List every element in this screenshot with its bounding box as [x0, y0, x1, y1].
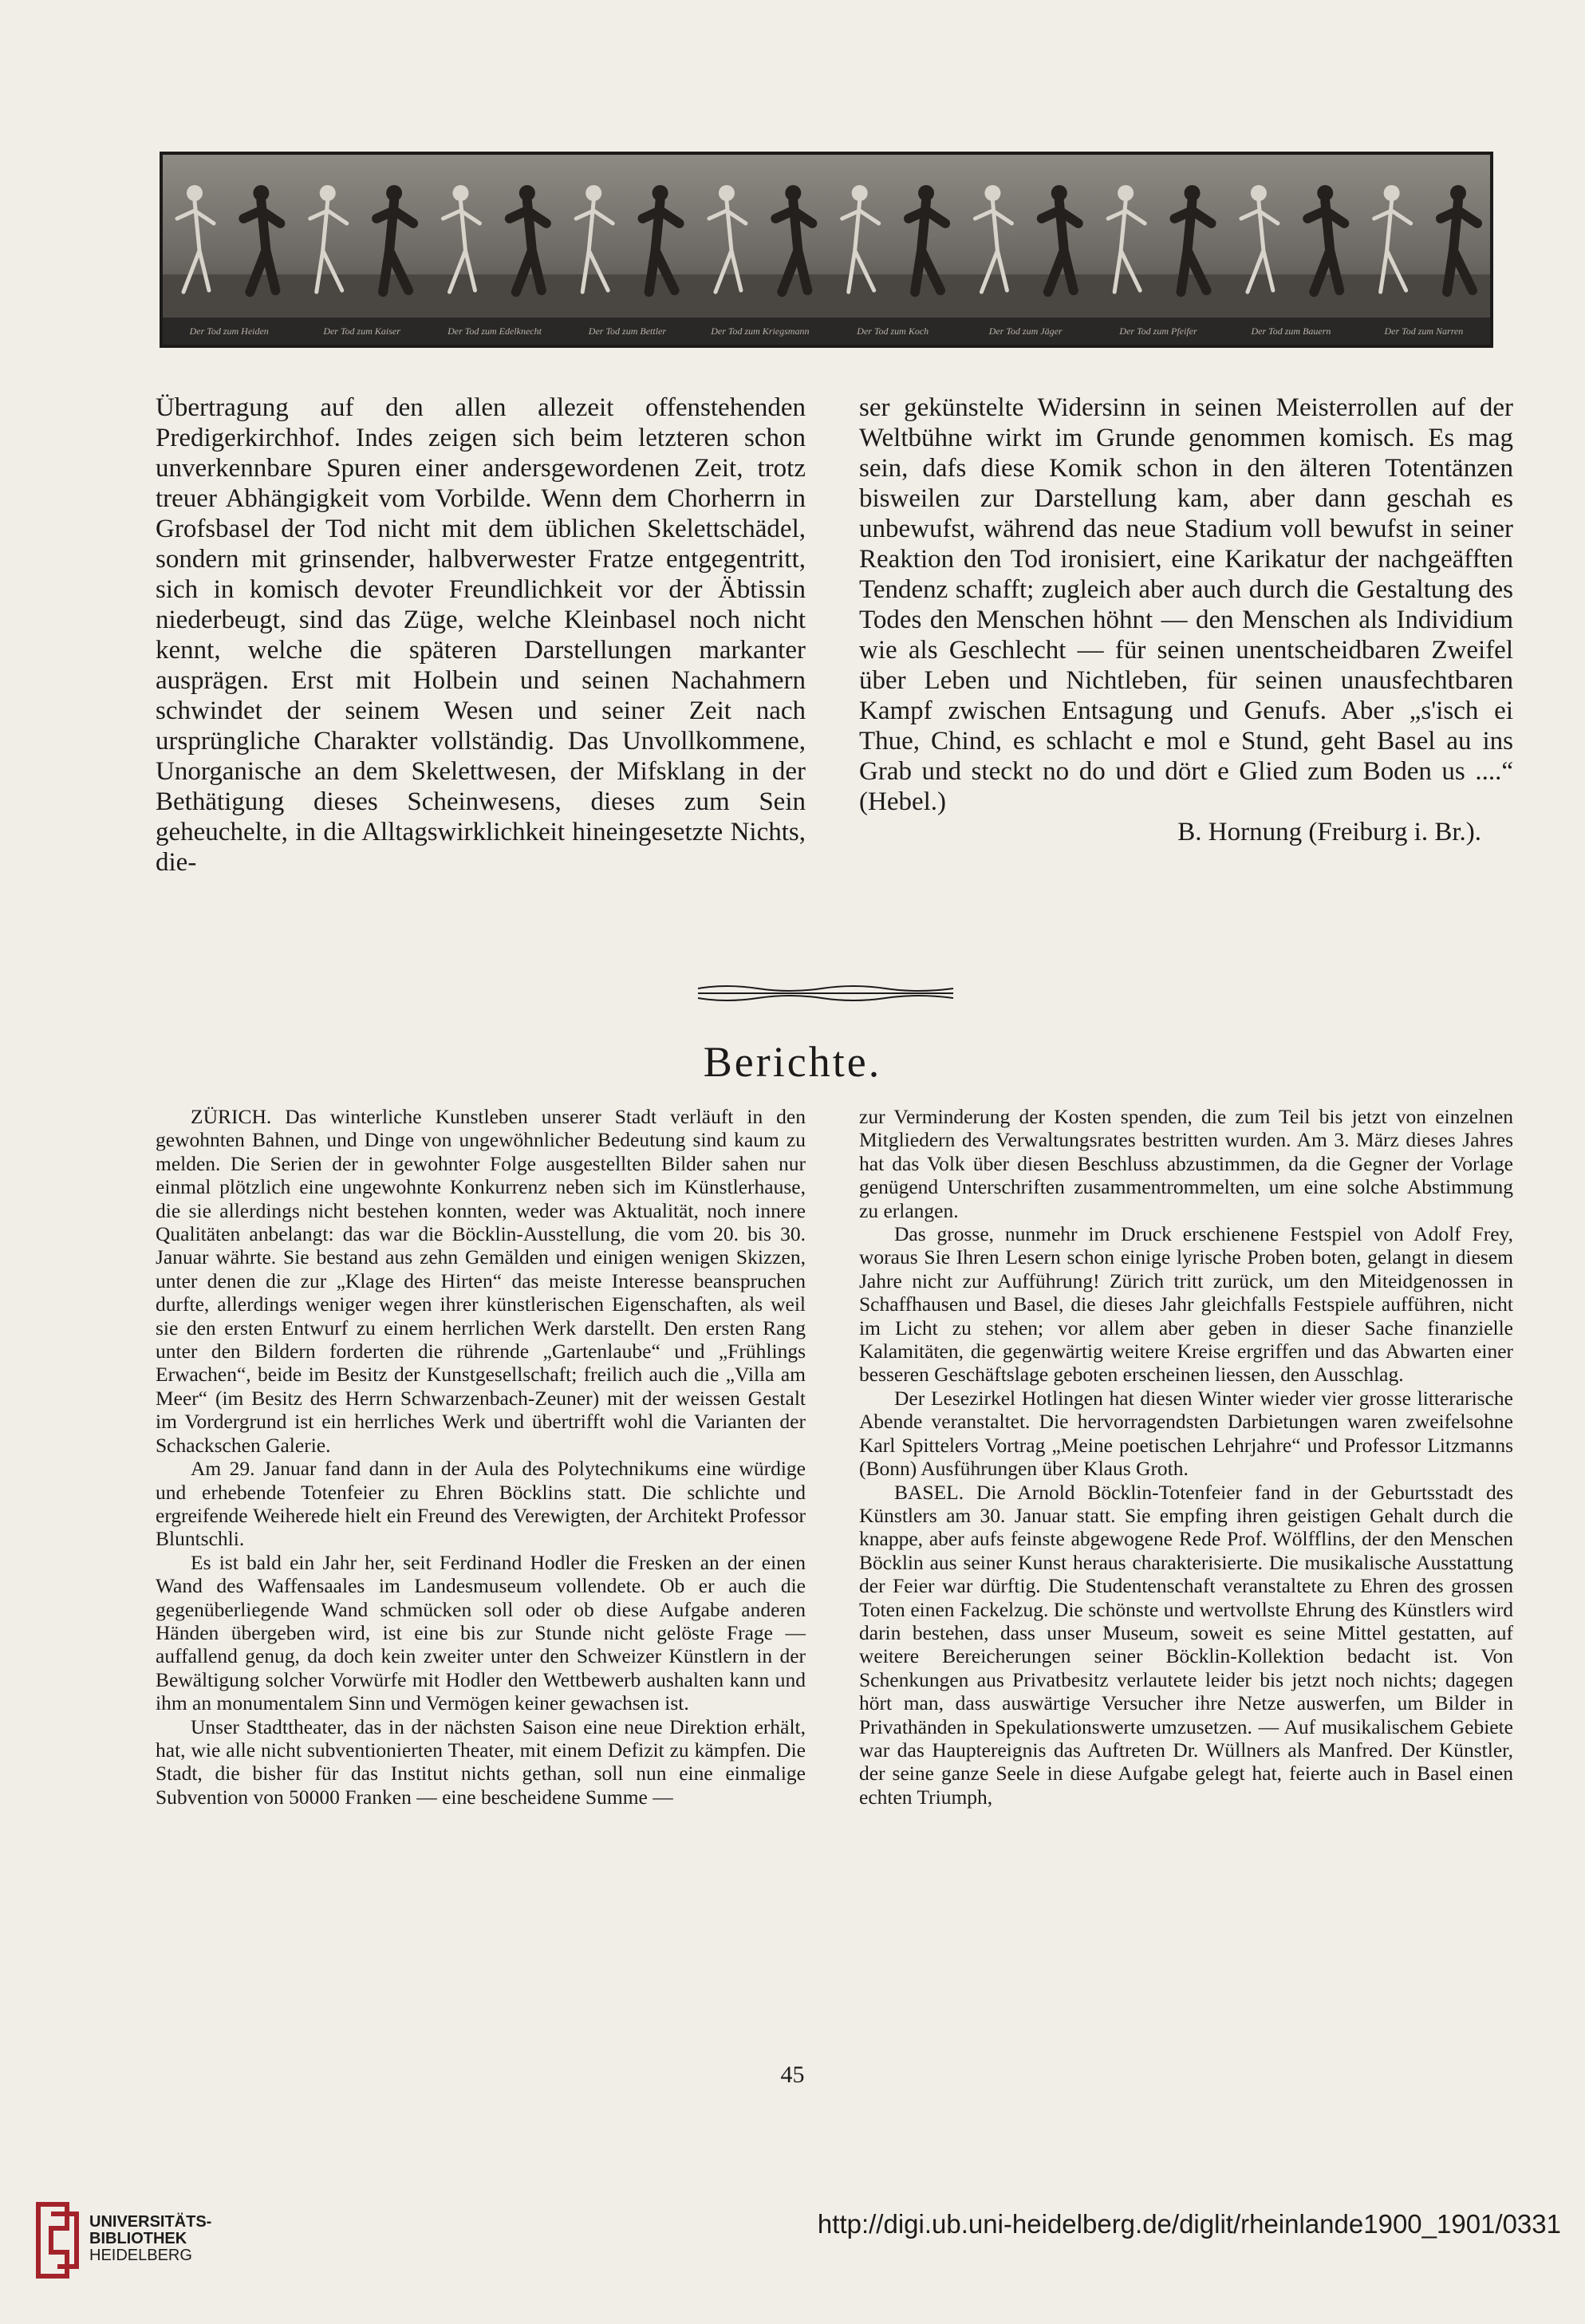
frieze-caption: Der Tod zum Jäger [988, 325, 1063, 337]
essay-paragraph: ser gekünstelte Widersinn in seinen Meisterrollen auf der Weltbühne wirkt im Grunde genommen komisch. Es mag sein, dafs diese Komik schon in den älteren Totentänzen bisweilen zur Darstellung kam, aber dann geschah es unbewufst, während das neue Stadium voll bewufst in seiner Reaktion den Tod ironisiert, eine Karikatur der nachgeäfften Tendenz schafft; zugleich aber auch durch die Gestaltung des Todes den Menschen höhnt — den Menschen als Individium wie als Geschlecht — für seinen unentscheidbaren Zweifel über Leben und Nichtleben, für seinen unausfechtbaren Kampf zwischen Entsagung und Genufs. Aber „s'isch ei Thue, Chind, es schlacht e mol e Stund, geht Basel au ins Grab und steckt no do und dört e Glied zum Boden us ....“ (Hebel.) [859, 393, 1513, 816]
essay-left-column [156, 393, 806, 878]
frieze-caption: Der Tod zum Kaiser [323, 325, 400, 337]
university-library-logo [32, 2196, 81, 2284]
frieze-caption: Der Tod zum Bettler [588, 325, 667, 337]
section-heading: Berichte. [703, 1038, 882, 1086]
report-paragraph: Es ist bald ein Jahr her, seit Ferdinand Hodler die Fresken an der einen Wand des Waffensaales im Landesmuseum vollendete. Ob er auch die gegenüberliegende Wand schmücken soll oder ob diese Aufgabe anderen Händen übergeben wird, ist eine bis zur Stunde nicht gelöste Frage — auffallend genug, da doch kein zweiter unter den Schweizer Künstlern in der Bewältigung solcher Vorwürfe mit Hodler den Wettbewerb aushalten kann und ihm an monumentalem Sinn und Vermögen keiner gewachsen ist. [156, 1550, 806, 1715]
author-signature: B. Hornung (Freiburg i. Br.). [1177, 818, 1481, 846]
frieze-captions [163, 318, 1490, 345]
frieze-caption: Der Tod zum Kriegsmann [711, 325, 810, 337]
source-url-link[interactable]: http://digi.ub.uni-heidelberg.de/diglit/rheinlande1900_1901/0331 [817, 2209, 1561, 2239]
institution-name [89, 2214, 211, 2264]
frieze-caption: Der Tod zum Heiden [189, 325, 269, 337]
report-paragraph: Unser Stadttheater, das in der nächsten Saison eine neue Direktion erhält, hat, wie alle nicht subventionierten Theater, mit einem Defizit zu kämpfen. Die Stadt, die bisher für das Institut nichts gethan, soll nun eine einmalige Subvention von 50000 Franken — eine bescheidene Summe — [156, 1714, 806, 1809]
institution-line: BIBLIOTHEK [89, 2230, 187, 2247]
ornamental-divider [694, 981, 957, 1005]
report-paragraph: zur Verminderung der Kosten spenden, die zum Teil bis jetzt von einzelnen Mitgliedern des Verwaltungsrates bestritten wurden. Am 3. März dieses Jahres hat das Volk über diesen Beschluss abzustimmen, da die Gegner der Vorlage genügend Unterschriften zusammentrommelten, um eine solche Abstimmung zu erlangen. [859, 1105, 1513, 1222]
report-paragraph: Am 29. Januar fand dann in der Aula des Polytechnikums eine würdige und erhebende Totenfeier zu Ehren Böcklins statt. Die schlichte und ergreifende Weiherede hielt ein Freund des Verewigten, der Architekt Professor Bluntschli. [156, 1457, 806, 1551]
frieze-caption: Der Tod zum Pfeifer [1119, 325, 1197, 337]
institution-line: HEIDELBERG [89, 2247, 192, 2264]
report-paragraph: ZÜRICH. Das winterliche Kunstleben unserer Stadt verläuft in den gewohnten Bahnen, und Dinge von ungewöhnlicher Bedeutung sind kaum zu melden. Die Serien der in gewohnter Folge ausgestellten Bilder sahen nur einmal plötzlich eine ungewohnte Konkurrenz neben sich im Künstlerhause, die sie allerdings nicht bestehen konnten, weder was Aktualität, noch innere Qualitäten anbelangt: das war die Böcklin-Ausstellung, die vom 20. bis 30. Januar währte. Sie bestand aus zehn Gemälden und einigen wenigen Skizzen, unter denen die zur „Klage des Hirten“ das meiste Interesse beanspruchen durfte, allerdings weniger wegen ihrer künstlerischen Eigenschaften, als weil sie den ersten Entwurf zu einem herrlichen Werk darstellt. Den ersten Rang unter den Bildern forderten die rührende „Gartenlaube“ und „Frühlings Erwachen“, beide im Besitz der Kunstgesellschaft; freilich auch die „Villa am Meer“ (im Besitz des Herrn Schwarzenbach-Zeuner) mit der weissen Gestalt im Vordergrund ist ein herrliches Werk und übertrifft wohl die Varianten der Schackschen Galerie. [156, 1105, 806, 1457]
essay-paragraph: Übertragung auf den allen allezeit offenstehenden Predigerkirchhof. Indes zeigen sich beim letzteren schon unverkennbare Spuren einer andersgewordenen Zeit, trotz treuer Abhängigkeit vom Vorbilde. Wenn dem Chorherrn in Grofsbasel der Tod nicht mit dem üblichen Skelettschädel, sondern mit grinsender, halbverwester Fratze entgegentritt, sich in komisch devoter Freundlichkeit vor der Äbtissin niederbeugt, sind das Züge, welche Kleinbasel noch nicht kennt, welche die späteren Darstellungen markanter ausprägen. Erst mit Holbein und seinen Nachahmern schwindet der seinem Wesen und seiner Zeit nach ursprüngliche Charakter vollständig. Das Unvollkommene, Unorganische an dem Skelettwesen, der Mifsklang in der Bethätigung dieses Scheinwesens, dieses zum Sein geheuchelte, in die Alltagswirklichkeit hineingesetzte Nichts, die- [156, 393, 806, 877]
report-left-column [156, 1105, 806, 1809]
report-paragraph: BASEL. Die Arnold Böcklin-Totenfeier fand in der Geburtsstadt des Künstlers am 30. Januar statt. Sie empfing ihren geistigen Gehalt durch die knappe, aber aufs feinste abgewogene Rede Prof. Wölfflins, der den Menschen Böcklin aus seiner Kunst heraus charakterisierte. Die musikalische Ausstattung der Feier war dürftig. Die Studentenschaft veranstaltete zu Ehren des grossen Toten einen Fackelzug. Die schönste und wertvollste Ehrung des Künstlers wird darin bestehen, dass unser Museum, soweit es seine Mittel gestatten, auf weitere Bereicherungen seiner Böcklin-Kollektion bedacht ist. Von Schenkungen aus Privatbesitz verlautete leider bis jetzt noch nichts; dagegen hört man, dass auswärtige Versucher ihre Netze auswerfen, um Bilder in Privathänden in Spekulationswerte umzusetzen. — Auf musikalischem Gebiete war das Hauptereignis das Auftreten Dr. Wüllners als Manfred. Der Künstler, der seine ganze Seele in diese Aufgabe gelegt hat, feierte auch in Basel einen echten Triumph, [859, 1480, 1513, 1809]
institution-line: UNIVERSITÄTS- [89, 2213, 212, 2231]
page-number: 45 [780, 2062, 805, 2088]
frieze-caption: Der Tod zum Bauern [1251, 325, 1331, 337]
frieze-caption: Der Tod zum Koch [857, 325, 929, 337]
report-paragraph: Der Lesezirkel Hotlingen hat diesen Winter wieder vier grosse litterarische Abende veranstaltet. Die hervorragendsten Darbietungen waren zweifelsohne Karl Spittelers Vortrag „Meine poetischen Lehrjahre“ und Professor Litzmanns (Bonn) Ausführungen über Klaus Groth. [859, 1386, 1513, 1481]
frieze-figures [163, 155, 1490, 345]
report-right-column [859, 1105, 1513, 1809]
death-dance-frieze-illustration [160, 152, 1493, 348]
essay-right-column [859, 393, 1513, 847]
frieze-caption: Der Tod zum Edelknecht [448, 325, 542, 337]
report-paragraph: Das grosse, nunmehr im Druck erschienene Festspiel von Adolf Frey, woraus Sie Ihren Lesern schon einige lyrische Proben boten, gelangt in diesem Jahre nicht zur Aufführung! Zürich tritt zurück, um den Miteidgenossen in Schaffhausen und Basel, die dieses Jahr gleichfalls Festspiele aufführen, nicht im Licht zu stehen; vor allem aber geben in dieser Sache finanzielle Kalamitäten, die gegenwärtig weitere Kreise ergriffen und das Abwarten einer besseren Geschäftslage geboten erscheinen liessen, den Ausschlag. [859, 1222, 1513, 1387]
frieze-caption: Der Tod zum Narren [1384, 325, 1464, 337]
footer [0, 2164, 1585, 2324]
